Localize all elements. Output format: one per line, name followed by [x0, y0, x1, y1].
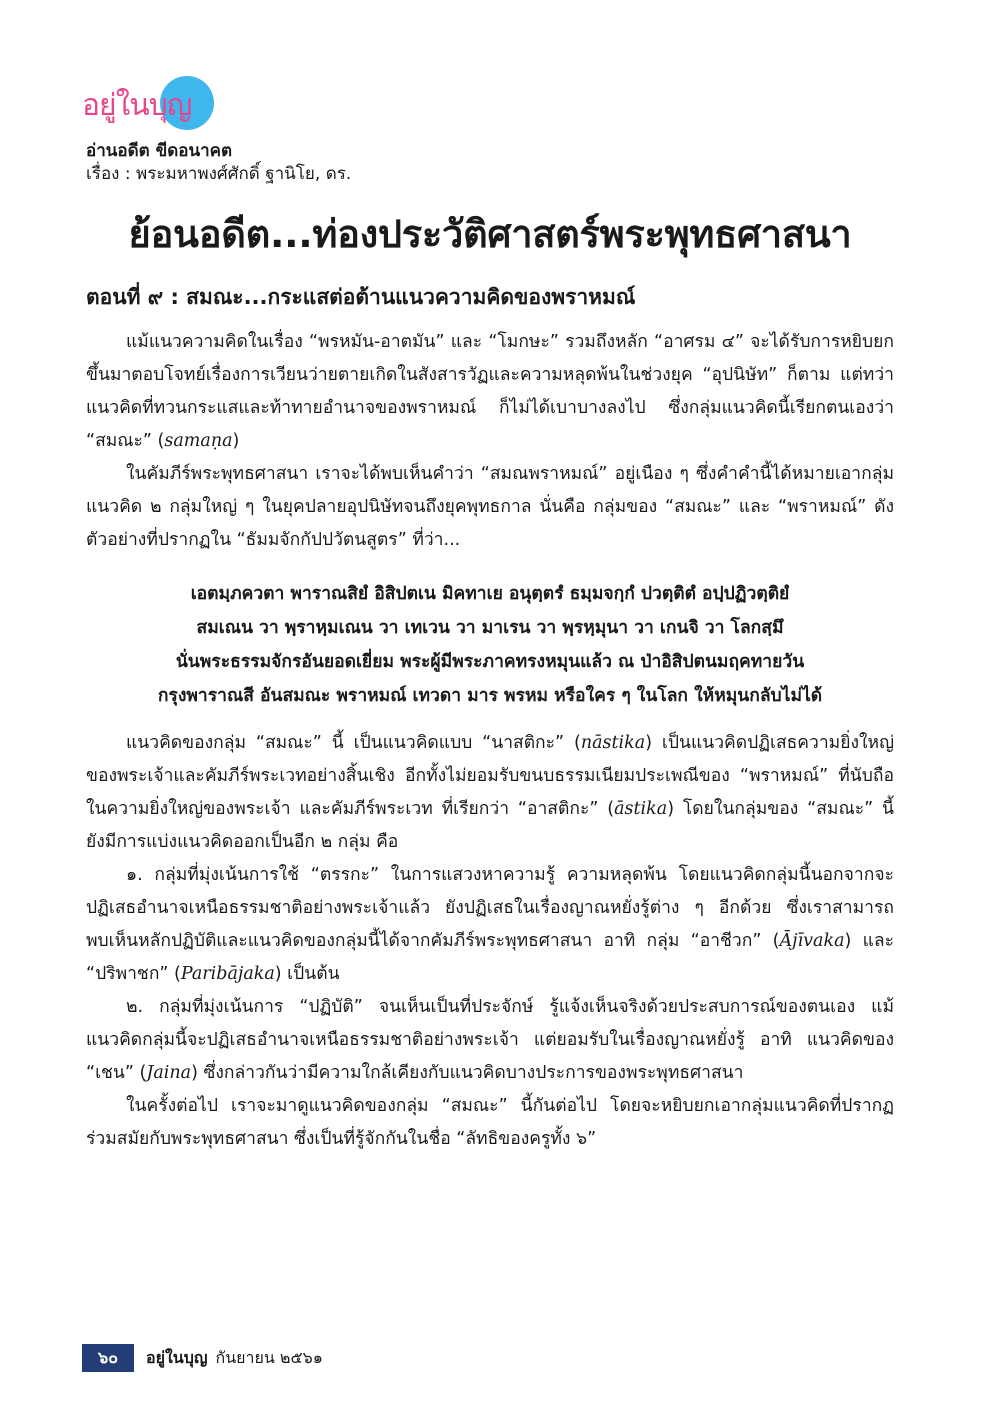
article-subtitle: ตอนที่ ๙ : สมณะ...กระแสต่อต้านแนวความคิดของพราหมณ์	[86, 285, 636, 309]
term-nastika: nāstika	[580, 733, 646, 753]
quote-line-1: เอตมฺภควตา พาราณสิยํ อิสิปตเน มิคทาเย อนุตฺตรํ ธมฺมจกฺกํ ปวตฺติตํ อปฺปฏิวตฺติยํ	[190, 584, 790, 604]
paragraph-4-text-b: ) และ “ปริพาชก” (	[86, 931, 895, 984]
term-samana: samaṇa	[164, 431, 233, 451]
byline	[86, 162, 894, 186]
article-column	[86, 140, 894, 1156]
term-jaina: Jaina	[146, 1063, 192, 1083]
footer-issue: กันยายน ๒๕๖๑	[215, 1347, 323, 1367]
paragraph-1-text: แม้แนวความคิดในเรื่อง “พรหมัน-อาตมัน” และ “โมกษะ” รวมถึงหลัก “อาศรม ๔” จะได้รับการหยิบยกขึ้นมาตอบโจทย์เรื่องการเวียนว่ายตายเกิดในสังสารวัฏและความหลุดพ้นในช่วงยุค “อุปนิษัท” ก็ตาม แต่ทว่าแนวคิดที่ทวนกระแสและท้าทายอำนาจของพราหมณ์ ก็ไม่ได้เบาบางลงไป ซึ่งกลุ่มแนวคิดนี้เรียกตนเองว่า “สมณะ” (	[86, 332, 894, 451]
paragraph-1	[86, 326, 894, 458]
paragraph-4	[86, 859, 894, 991]
paragraph-3-text-b: ) เป็นแนวคิดปฏิเสธความยิ่งใหญ่ของพระเจ้าและคัมภีร์พระเวทอย่างสิ้นเชิง อีกทั้งไม่ยอมรับขนบธรรมเนียมประเพณีของ “พราหมณ์” ที่นับถือในความยิ่งใหญ่ของพระเจ้า และคัมภีร์พระเวท ที่เรียกว่า “อาสติกะ” (	[86, 733, 894, 819]
paragraph-3-text-a: แนวคิดของกลุ่ม “สมณะ” นี้ เป็นแนวคิดแบบ “นาสติกะ” (	[126, 733, 581, 753]
paragraph-6: ในครั้งต่อไป เราจะมาดูแนวคิดของกลุ่ม “สมณะ” นี้กันต่อไป โดยจะหยิบยกเอากลุ่มแนวคิดที่ปรากฏร่วมสมัยกับพระพุทธศาสนา ซึ่งเป็นที่รู้จักกันในชื่อ “ลัทธิของครูทั้ง ๖”	[86, 1096, 894, 1149]
paragraph-3-text-c: ) โดยในกลุ่มของ “สมณะ” นี้ ยังมีการแบ่งแนวคิดออกเป็นอีก ๒ กลุ่ม คือ	[86, 799, 894, 852]
paragraph-4-text-a: ๑. กลุ่มที่มุ่งเน้นการใช้ “ตรรกะ” ในการแสวงหาความรู้ ความหลุดพ้น โดยแนวคิดกลุ่มนี้นอกจากจะปฏิเสธอำนาจเหนือธรรมชาติอย่างพระเจ้าแล้ว ยังปฏิเสธในเรื่องญาณหยั่งรู้ต่าง ๆ อีกด้วย ซึ่งเราสามารถพบเห็นหลักปฏิบัติและแนวคิดของกลุ่มนี้ได้จากคัมภีร์พระพุทธศาสนา อาทิ กลุ่ม “อาชีวก” (	[86, 865, 894, 951]
paragraph-3	[86, 727, 894, 859]
term-paribajaka: Paribājaka	[180, 964, 275, 984]
paragraph-5-text-b: ) ซึ่งกล่าวกันว่ามีความใกล้เคียงกับแนวคิดบางประการของพระพุทธศาสนา	[191, 1063, 744, 1083]
term-ajivaka: Ājīvaka	[779, 931, 845, 951]
quote-line-3: นั่นพระธรรมจักรอันยอดเยี่ยม พระผู้มีพระภาคทรงหมุนแล้ว ณ ป่าอิสิปตนมฤคทายวัน	[175, 652, 805, 672]
page-footer	[82, 1344, 323, 1372]
paragraph-4-text-c: ) เป็นต้น	[274, 964, 340, 984]
footer-magazine: อยู่ในบุญ	[146, 1347, 208, 1367]
quote-line-4: กรุงพาราณสี อันสมณะ พราหมณ์ เทวดา มาร พรหม หรือใคร ๆ ในโลก ให้หมุนกลับไม่ได้	[157, 686, 823, 706]
magazine-logo	[82, 74, 222, 136]
paragraph-5-text-a: ๒. กลุ่มที่มุ่งเน้นการ “ปฏิบัติ” จนเห็นเป็นที่ประจักษ์ รู้แจ้งเห็นจริงด้วยประสบการณ์ของตนเอง แม้แนวคิดกลุ่มนี้จะปฏิเสธอำนาจเหนือธรรมชาติอย่างพระเจ้า แต่ยอมรับในเรื่องญาณหยั่งรู้ อาทิ แนวคิดของ “เชน” (	[86, 997, 894, 1083]
quote-line-2: สมเณน วา พฺราหฺมเณน วา เทเวน วา มาเรน วา พฺรหฺมุนา วา เกนจิ วา โลกสฺมึ	[196, 618, 784, 638]
paragraph-5	[86, 991, 894, 1090]
pali-quote	[86, 577, 894, 713]
byline-author: พระมหาพงศ์ศักดิ์ ฐานิโย, ดร.	[136, 164, 352, 184]
logo-text: อยู่ในบุญ	[82, 88, 192, 123]
paragraph-1-close: )	[232, 431, 240, 451]
page-number: ๖๐	[82, 1344, 134, 1372]
column-label: อ่านอดีต ขีดอนาคต	[86, 141, 233, 161]
paragraph-2: ในคัมภีร์พระพุทธศาสนา เราจะได้พบเห็นคำว่า “สมณพราหมณ์” อยู่เนือง ๆ ซึ่งคำคำนี้ได้หมายเอากลุ่มแนวคิด ๒ กลุ่มใหญ่ ๆ ในยุคปลายอุปนิษัทจนถึงยุคพุทธกาล นั่นคือ กลุ่มของ “สมณะ” และ “พราหมณ์” ดังตัวอย่างที่ปรากฏใน “ธัมมจักกัปปวัตนสูตร” ที่ว่า...	[86, 464, 894, 550]
byline-prefix: เรื่อง :	[86, 164, 131, 184]
term-astika: āstika	[614, 799, 668, 819]
article-title: ย้อนอดีต...ท่องประวัติศาสตร์พระพุทธศาสนา	[128, 212, 852, 256]
